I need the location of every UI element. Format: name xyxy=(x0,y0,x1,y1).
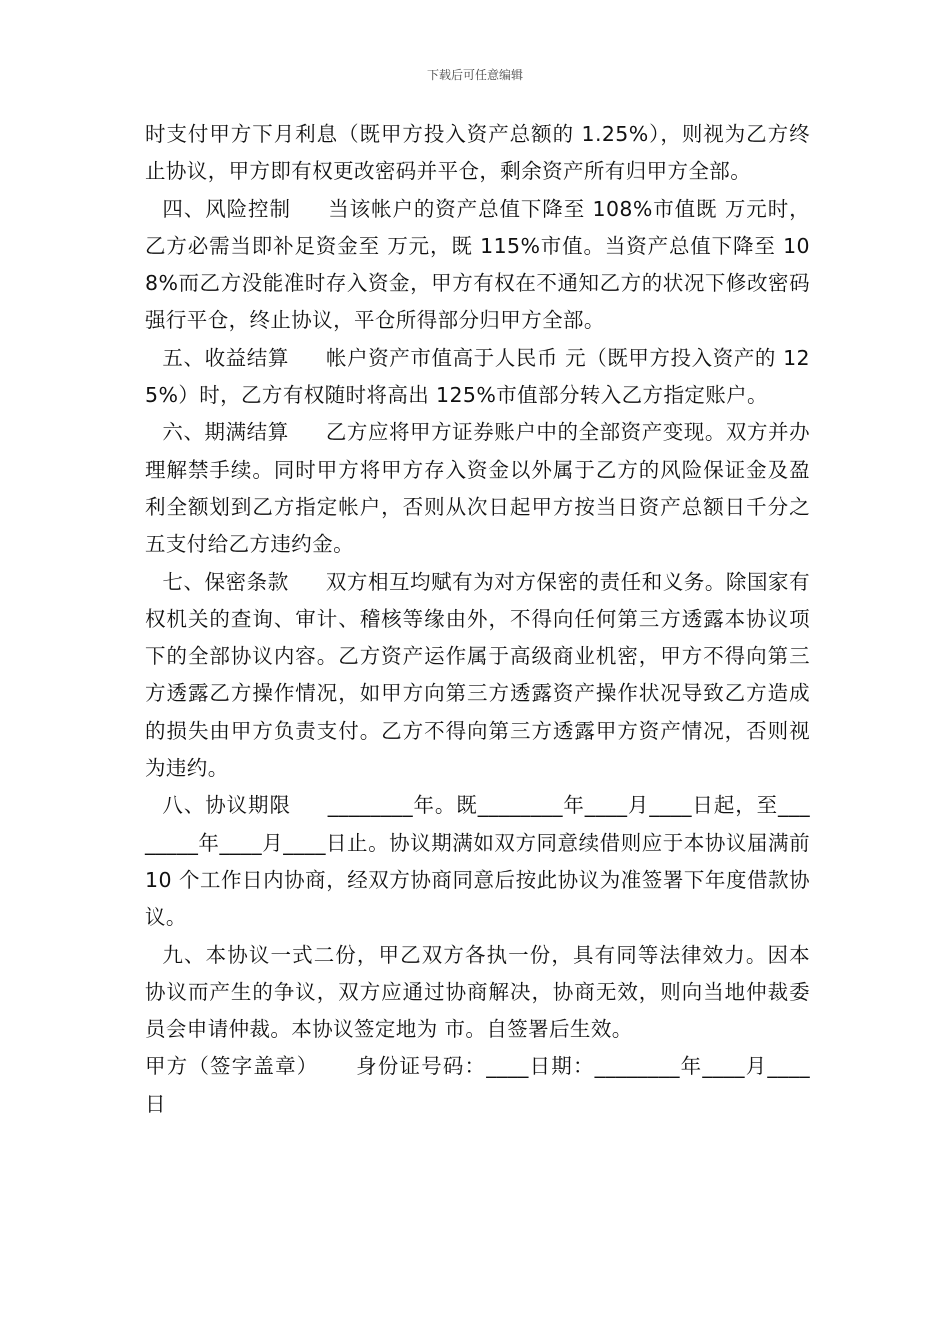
clause-heading: 五、收益结算 xyxy=(162,345,289,370)
clause-text: 双方相互均赋有为对方保密的责任和义务。除国家有权机关的查询、审计、稽核等缘由外，不得向任何第三方透露本协议项下的全部协议内容。乙方资产运作属于高级商业机密，甲方不得向第三方透露乙方操作情况，如甲方向第三方透露资产操作状况导致乙方造成的损失由甲方负责支付。乙方不得向第三方透露甲方资产情况，否则视为违约。 xyxy=(145,569,811,781)
clause-text: 九、本协议一式二份，甲乙双方各执一份，具有同等法律效力。因本协议而产生的争议，双方应通过协商解决，协商无效，则向当地仲裁委员会申请仲裁。本协议签定地为 市。自签署后生效。 xyxy=(145,942,810,1042)
clause-copies xyxy=(145,937,810,1049)
clause-text: 当该帐户的资产总值下降至 108%市值既 万元时，乙方必需当即补足资金至 万元，既 115%市值。当资产总值下降至 108%而乙方没能准时存入资金，甲方有权在不通知乙方的状况下修改密码强行平仓，终止协议，平仓所得部分归甲方全部。 xyxy=(145,196,810,333)
signature-party-label: 甲方（签字盖章） xyxy=(145,1054,319,1079)
clause-maturity-settlement xyxy=(145,414,810,563)
clause-heading: 七、保密条款 xyxy=(162,569,289,594)
clause-heading: 四、风险控制 xyxy=(162,196,291,221)
clause-risk-control xyxy=(145,191,810,340)
page-header: 下载后可任意编辑 xyxy=(426,68,523,82)
clause-confidentiality xyxy=(145,564,810,788)
clause-term xyxy=(145,787,810,936)
paragraph-text: 时支付甲方下月利息（既甲方投入资产总额的 1.25%），则视为乙方终止协议，甲方即有权更改密码并平仓，剩余资产所有归甲方全部。 xyxy=(145,122,810,184)
signature-fields: 身份证号码：____日期：________年____月____日 xyxy=(145,1054,810,1116)
clause-heading: 八、协议期限 xyxy=(162,793,291,818)
signature-line xyxy=(145,1048,810,1123)
clause-income-settlement xyxy=(145,340,810,415)
clause-heading: 六、期满结算 xyxy=(162,420,289,445)
clause-text: ________年。既________年____月____日起，至________年____月____日止。协议期满如双方同意续借则应于本协议届满前 10 个工作日内协商，经双方协商同意后按此协议为准签署下年度借款协议。 xyxy=(145,793,811,930)
clause-text: 乙方应将甲方证券账户中的全部资产变现。双方并办理解禁手续。同时甲方将甲方存入资金以外属于乙方的风险保证金及盈利全额划到乙方指定帐户，否则从次日起甲方按当日资产总额日千分之五支付给乙方违约金。 xyxy=(145,420,811,557)
document-body xyxy=(145,116,810,1123)
clause-text: 帐户资产市值高于人民币 元（既甲方投入资产的 125%）时，乙方有权随时将高出 125%市值部分转入乙方指定账户。 xyxy=(145,345,810,408)
paragraph-continuation xyxy=(145,116,810,191)
